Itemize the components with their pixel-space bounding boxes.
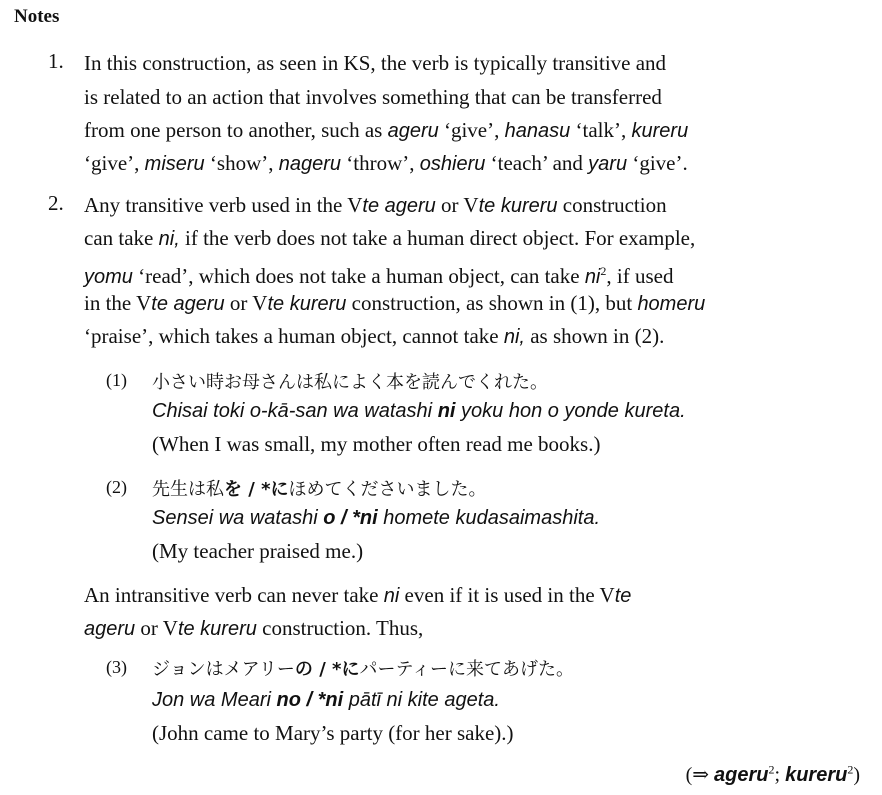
example-translation: (My teacher praised me.) [152, 539, 364, 563]
note-2-line-4: in the Vte ageru or Vte kureru construction, as shown in (1), but homeru [84, 291, 706, 315]
term-yomu: yomu [84, 266, 133, 288]
example-romaji: Chisai toki o-kā-san wa watashi ni yoku hon o yonde kureta. [152, 400, 686, 422]
note-2-line-1: Any transitive verb used in the Vte ageru or Vte kureru construction [84, 193, 667, 217]
note-1-line-1: In this construction, as seen in KS, the verb is typically transitive and [84, 51, 667, 75]
example-romaji: Sensei wa watashi o / *ni homete kudasaimashita. [152, 507, 600, 529]
term-homeru: homeru [637, 293, 706, 315]
ref-kureru: kureru [785, 764, 848, 786]
example-japanese: ジョンはメアリーの / *にパーティーに来てあげた。 [152, 659, 575, 680]
example-translation: (John came to Mary’s party (for her sake).) [152, 721, 514, 745]
note-number: 1. [48, 49, 64, 73]
note-2-line-2: can take ni, if the verb does not take a human direct object. For example, [84, 226, 696, 250]
term-yaru: yaru [588, 153, 628, 175]
note-1-line-3: from one person to another, such as ageru ‘give’, hanasu ‘talk’, kureru [84, 118, 689, 142]
term-hanasu: hanasu [504, 120, 571, 142]
example-number: (2) [106, 477, 127, 497]
term-miseru: miseru [144, 153, 205, 175]
example-number: (3) [106, 657, 127, 677]
ref-ageru: ageru [714, 764, 769, 786]
note-1-line-2: is related to an action that involves something that can be transferred [84, 85, 662, 109]
notes-heading: Notes [14, 6, 60, 27]
example-japanese: 先生は私を / *にほめてくださいました。 [152, 479, 487, 500]
term-oshieru: oshieru [419, 153, 486, 175]
example-translation: (When I was small, my mother often read me books.) [152, 432, 601, 456]
note-1-line-4: ‘give’, miseru ‘show’, nageru ‘throw’, oshieru ‘teach’ and yaru ‘give’. [84, 151, 688, 175]
term-ageru: ageru [387, 120, 439, 142]
term-nageru: nageru [278, 153, 342, 175]
example-number: (1) [106, 370, 127, 390]
term-kureru: kureru [631, 120, 689, 142]
intransitive-line-2: ageru or Vte kureru construction. Thus, [84, 616, 424, 640]
example-romaji: Jon wa Meari no / *ni pātī ni kite ageta. [152, 689, 500, 711]
example-japanese: 小さい時お母さんは私によく本を読んでくれた。 [152, 372, 548, 393]
note-number: 2. [48, 191, 64, 215]
note-2-line-5: ‘praise’, which takes a human object, cannot take ni, as shown in (2). [84, 324, 665, 348]
intransitive-line-1: An intransitive verb can never take ni even if it is used in the Vte [84, 583, 632, 607]
cross-reference: (⇒ ageru$^2$; kureru$^2$) [685, 762, 860, 786]
note-2-line-3: yomu ‘read’, which does not take a human object, can take $ni^2$, if used [84, 264, 674, 288]
